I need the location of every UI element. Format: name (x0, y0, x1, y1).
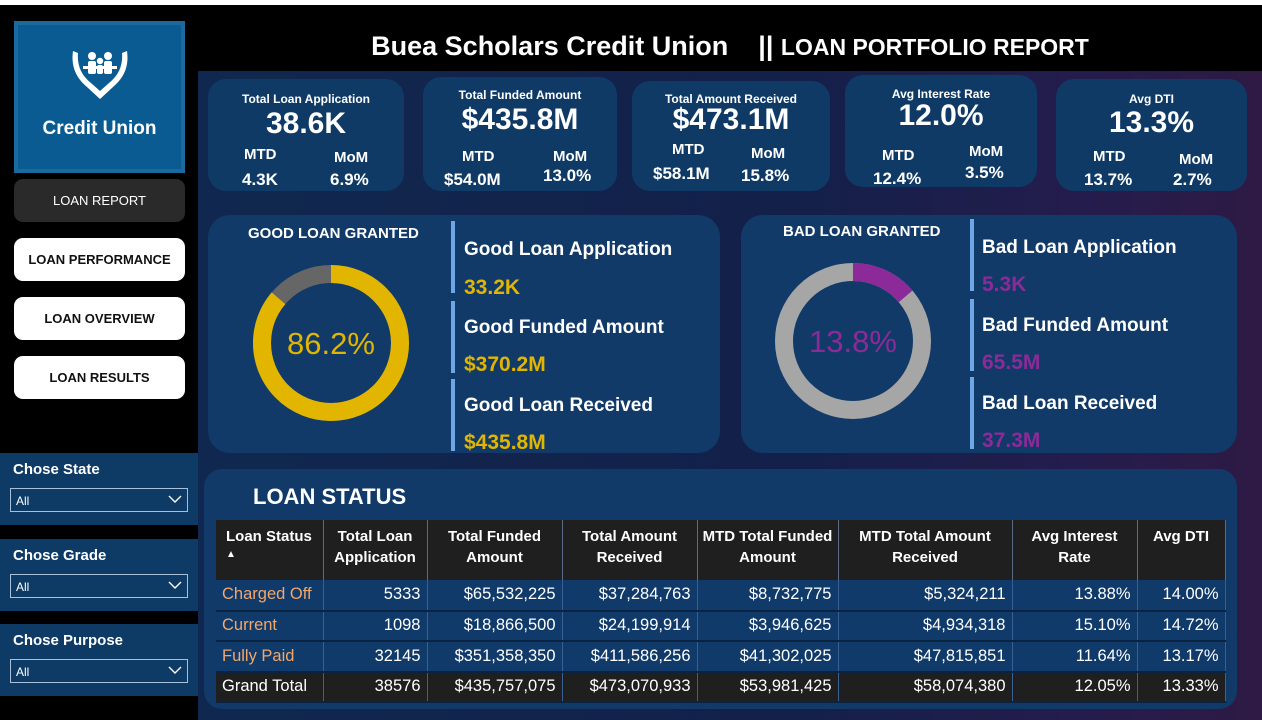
loan-performance-button[interactable]: LOAN PERFORMANCE (14, 238, 185, 281)
grade-filter (0, 539, 198, 611)
bad-loan-received-label: Bad Loan Received (982, 393, 1158, 414)
kpi-label: Avg Interest Rate (891, 87, 991, 101)
metric-divider (451, 221, 455, 293)
kpi-mtd-label: MTD (244, 146, 277, 163)
purpose-dropdown[interactable] (10, 659, 188, 683)
column-header-loan-status[interactable]: Loan Status ▲ (216, 520, 323, 580)
bad-loan-percent: 13.8% (809, 324, 897, 359)
kpi-label: Total Loan Application (242, 92, 370, 106)
sort-ascending-icon[interactable]: ▲ (226, 549, 236, 560)
kpi-total-loan-application (208, 79, 404, 191)
kpi-mtd-value: $54.0M (444, 170, 501, 189)
table-cell: 14.00% (1137, 580, 1225, 611)
page-title (198, 31, 1262, 62)
table-cell: Charged Off (216, 580, 323, 611)
table-cell: $18,866,500 (427, 611, 562, 642)
kpi-mtd-value: 12.4% (873, 169, 922, 188)
loan-overview-button[interactable]: LOAN OVERVIEW (14, 297, 185, 340)
chevron-down-icon (167, 662, 183, 678)
column-header[interactable]: Avg Interest Rate (1012, 520, 1137, 580)
table-cell: 38576 (323, 672, 427, 703)
table-cell: Current (216, 611, 323, 642)
title-bar (198, 5, 1262, 71)
table-cell: $41,302,025 (697, 641, 838, 672)
table-cell: 13.88% (1012, 580, 1137, 611)
column-header[interactable]: Avg DTI (1137, 520, 1225, 580)
purpose-filter-label: Chose Purpose (13, 632, 124, 649)
good-loan-application-value: 33.2K (464, 276, 521, 299)
table-cell: $65,532,225 (427, 580, 562, 611)
kpi-label: Total Funded Amount (458, 88, 582, 102)
kpi-value: 13.3% (1108, 106, 1195, 139)
column-header[interactable]: MTD Total Funded Amount (697, 520, 838, 580)
kpi-mtd-value: 4.3K (242, 170, 278, 189)
kpi-value: $473.1M (672, 103, 790, 136)
kpi-mtd-label: MTD (1093, 148, 1126, 165)
kpi-mtd-label: MTD (462, 148, 495, 165)
grade-dropdown-value: All (16, 580, 30, 594)
table-cell: $435,757,075 (427, 672, 562, 703)
kpi-mom-value: 13.0% (543, 166, 592, 185)
table-row[interactable] (216, 611, 1225, 642)
credit-union-logo (14, 21, 185, 173)
kpi-mom-value: 6.9% (330, 170, 369, 189)
kpi-avg-dti (1056, 79, 1247, 191)
people-hands-icon (67, 47, 133, 111)
metric-divider (970, 299, 974, 371)
table-cell: $4,934,318 (838, 611, 1012, 642)
table-cell: $58,074,380 (838, 672, 1012, 703)
loan-results-button[interactable]: LOAN RESULTS (14, 356, 185, 399)
table-cell: 5333 (323, 580, 427, 611)
kpi-mtd-value: $58.1M (653, 164, 710, 183)
grand-total-row (216, 672, 1225, 703)
good-loan-application-label: Good Loan Application (464, 239, 673, 260)
bad-loan-application-value: 5.3K (982, 273, 1027, 296)
kpi-mtd-label: MTD (672, 141, 705, 158)
table-row[interactable] (216, 641, 1225, 672)
kpi-mom-label: MoM (1179, 151, 1214, 168)
bad-loan-received-value: 37.3M (982, 429, 1041, 452)
table-cell: $3,946,625 (697, 611, 838, 642)
good-loan-received-value: $435.8M (464, 431, 546, 454)
kpi-mtd-value: 13.7% (1084, 170, 1133, 189)
loan-status-table (216, 520, 1226, 703)
good-loan-panel (208, 215, 720, 453)
kpi-label: Total Amount Received (664, 92, 798, 106)
column-header[interactable]: Total Funded Amount (427, 520, 562, 580)
column-header[interactable]: Total Loan Application (323, 520, 427, 580)
kpi-mom-value: 2.7% (1173, 170, 1212, 189)
table-cell: 13.17% (1137, 641, 1225, 672)
report-page (0, 5, 1262, 720)
table-cell: $8,732,775 (697, 580, 838, 611)
grade-dropdown[interactable] (10, 574, 188, 598)
table-cell: $411,586,256 (562, 641, 697, 672)
kpi-mom-value: 3.5% (965, 163, 1004, 182)
metric-divider (970, 377, 974, 449)
state-filter (0, 453, 198, 525)
loan-report-button[interactable]: LOAN REPORT (14, 179, 185, 222)
logo-text: Credit Union (42, 118, 157, 139)
bad-loan-panel (741, 215, 1237, 453)
loan-status-title: LOAN STATUS (253, 484, 407, 509)
table-cell: Grand Total (216, 672, 323, 703)
report-subtitle: LOAN PORTFOLIO REPORT (780, 34, 1089, 60)
bad-loan-application-label: Bad Loan Application (982, 237, 1177, 258)
table-cell: 14.72% (1137, 611, 1225, 642)
column-header[interactable]: MTD Total Amount Received (838, 520, 1012, 580)
good-funded-amount-value: $370.2M (464, 353, 546, 376)
kpi-mom-label: MoM (334, 149, 369, 166)
bad-funded-amount-label: Bad Funded Amount (982, 315, 1169, 336)
table-cell: 12.05% (1012, 672, 1137, 703)
good-loan-percent: 86.2% (287, 326, 375, 361)
table-cell: 1098 (323, 611, 427, 642)
column-header[interactable]: Total Amount Received (562, 520, 697, 580)
good-loan-received-label: Good Loan Received (464, 395, 653, 416)
grade-filter-label: Chose Grade (13, 547, 107, 564)
kpi-label: Avg DTI (1129, 92, 1174, 106)
state-filter-label: Chose State (13, 461, 100, 478)
kpi-mom-label: MoM (969, 143, 1004, 160)
bad-funded-amount-value: 65.5M (982, 351, 1041, 374)
metric-divider (451, 301, 455, 373)
kpi-value: 12.0% (898, 99, 984, 132)
bad-loan-donut-chart (773, 261, 933, 421)
kpi-total-amount-received (632, 81, 830, 191)
metric-divider (451, 379, 455, 451)
table-cell: $24,199,914 (562, 611, 697, 642)
kpi-mom-label: MoM (553, 148, 588, 165)
company-name: Buea Scholars Credit Union (371, 31, 729, 61)
sidebar (0, 5, 198, 720)
kpi-avg-interest-rate (845, 75, 1037, 187)
table-cell: 11.64% (1012, 641, 1137, 672)
main-area (198, 5, 1262, 720)
good-loan-title: GOOD LOAN GRANTED (248, 225, 419, 242)
bad-loan-title: BAD LOAN GRANTED (783, 223, 941, 240)
metric-divider (970, 219, 974, 291)
chevron-down-icon (167, 491, 183, 507)
kpi-value: $435.8M (461, 103, 579, 136)
purpose-filter (0, 624, 198, 696)
table-header-row (216, 520, 1225, 580)
table-cell: $473,070,933 (562, 672, 697, 703)
table-cell: $37,284,763 (562, 580, 697, 611)
table-cell: 15.10% (1012, 611, 1137, 642)
good-loan-donut-chart (251, 263, 411, 423)
title-separator: || (758, 31, 774, 61)
kpi-mom-label: MoM (751, 145, 786, 162)
state-dropdown-value: All (16, 494, 30, 508)
chevron-down-icon (167, 577, 183, 593)
state-dropdown[interactable] (10, 488, 188, 512)
table-cell: $5,324,211 (838, 580, 1012, 611)
good-funded-amount-label: Good Funded Amount (464, 317, 664, 338)
kpi-mtd-label: MTD (882, 147, 915, 164)
table-cell: Fully Paid (216, 641, 323, 672)
kpi-total-funded-amount (423, 77, 617, 191)
table-cell: $47,815,851 (838, 641, 1012, 672)
loan-status-panel (204, 469, 1237, 709)
table-cell: $351,358,350 (427, 641, 562, 672)
table-cell: 13.33% (1137, 672, 1225, 703)
purpose-dropdown-value: All (16, 665, 30, 679)
kpi-mom-value: 15.8% (741, 166, 790, 185)
kpi-value: 38.6K (265, 107, 347, 140)
table-cell: $53,981,425 (697, 672, 838, 703)
table-row[interactable] (216, 580, 1225, 611)
table-cell: 32145 (323, 641, 427, 672)
